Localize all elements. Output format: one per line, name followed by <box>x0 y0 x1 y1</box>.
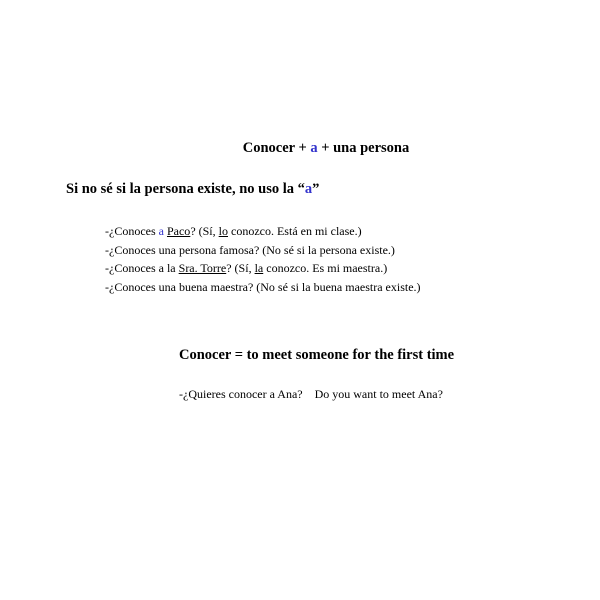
meet-example: -¿Quieres conocer a Ana? Do you want to meet Ana? <box>179 387 443 401</box>
example-1-post: conozco. Está en mi clase.) <box>228 224 362 238</box>
meet-heading: Conocer = to meet someone for the first time <box>179 347 455 363</box>
example-3-post: conozco. Es mi maestra.) <box>263 261 388 275</box>
example-line-3 <box>105 259 421 278</box>
rule-text: Si no sé si la persona existe, no uso la “ <box>66 181 305 197</box>
rule-close-quote: ” <box>312 181 320 197</box>
example-1-mid: ? (Sí, <box>190 224 219 238</box>
example-3-pronoun: la <box>254 261 264 275</box>
examples-list <box>105 222 421 296</box>
rule-heading <box>66 181 319 198</box>
example-3-mid: ? (Sí, <box>226 261 255 275</box>
example-line-2: -¿Conoces una persona famosa? (No sé si la persona existe.) <box>105 242 395 257</box>
title-part1: Conocer + <box>242 140 311 156</box>
example-line-4: -¿Conoces una buena maestra? (No sé si la buena maestra existe.) <box>105 279 421 294</box>
example-3-name: Sra. Torre <box>178 261 227 275</box>
page-title <box>0 140 600 157</box>
example-1-a-highlight: a <box>158 224 164 238</box>
title-a-highlight: a <box>310 140 318 156</box>
example-3-pre: -¿Conoces a la <box>105 261 179 275</box>
example-1-pronoun: lo <box>218 224 228 238</box>
title-part2: + una persona <box>317 140 410 156</box>
example-line-1 <box>105 222 421 241</box>
rule-a-highlight: a <box>304 181 313 197</box>
example-1-name: Paco <box>166 224 191 238</box>
example-1-pre: -¿Conoces <box>105 224 159 238</box>
